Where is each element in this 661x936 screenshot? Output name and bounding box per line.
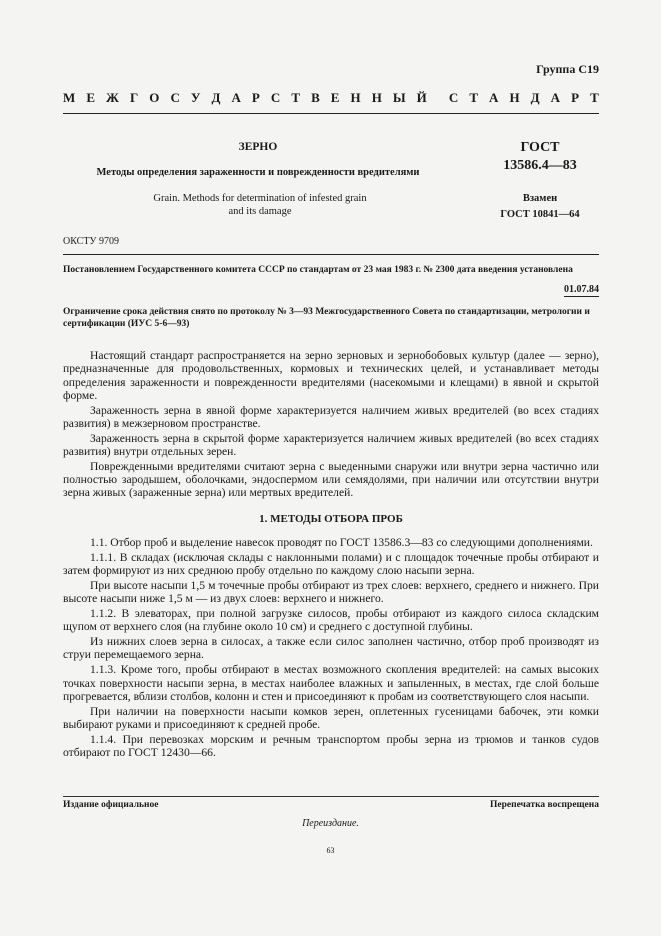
intro-paragraph: Поврежденными вредителями считают зерна с выеденными снаружи или внутри зерна частично или полностью зародышем, оболочками, эндоспермом или семядолями, при наличии или отсутствии внутри зерна живых (зараженные зерна) или мертвых вредителей. [63, 459, 599, 500]
heading-letter: С [448, 90, 459, 105]
heading-letter: Р [251, 90, 260, 105]
heading-letter: С [270, 90, 281, 105]
limit-note: Ограничение срока действия снято по протоколу № 3—93 Межгосударственного Совета по стандартизации, метрологии и сертификации (ИУС 5-6—93) [63, 307, 590, 329]
gost-code: 13586.4—83 [503, 158, 577, 173]
okstu-rule [63, 254, 599, 255]
effective-date: 01.07.84 [564, 284, 599, 295]
heading-letter: С [170, 90, 180, 105]
section-heading: 1. МЕТОДЫ ОТБОРА ПРОБ [259, 512, 403, 525]
group-code: Группа С19 [536, 62, 599, 76]
english-title-line-1: Grain. Methods for determination of infested grain [153, 193, 367, 204]
heading-letter: М [63, 90, 76, 105]
heading-letter: Д [211, 90, 221, 105]
okstu-code: ОКСТУ 9709 [63, 236, 120, 247]
section-paragraph: 1.1.4. При перевозках морским и речным транспортом пробы зерна из трюмов и танков судов отбирают по ГОСТ 12430—66. [63, 732, 599, 760]
intro-paragraph: Настоящий стандарт распространяется на зерно зерновых и зернобобовых культур (далее — зерно), предназначенные для продовольственных, кормовых и технических целей, и устанавливает методы определения зараженности и поврежденности вредителями (насекомыми и клещами) в явной и скрытой форме. [63, 349, 599, 402]
official-edition: Издание официальное [63, 800, 159, 810]
section-paragraph: 1.1.3. Кроме того, пробы отбирают в местах возможного скопления вредителей: на самых высоких точках поверхности насыпи зерна, в местах наиболее влажных и запыленных, в местах, где слой больше прогревается, вблизи столбов, колонн и стен и присоединяют к пробам из соответствующего слоя насыпи. [63, 663, 599, 703]
heading-letter: А [550, 90, 561, 105]
heading-letter: Т [291, 90, 301, 105]
document-subtitle: Методы определения зараженности и поврежденности вредителями [96, 167, 420, 178]
heading-letter: У [190, 90, 201, 105]
replaced-code: ГОСТ 10841—64 [500, 209, 580, 220]
heading-letter: Н [509, 90, 520, 105]
main-text [63, 349, 599, 761]
heading-letter: Н [350, 90, 361, 105]
heading-letter: Д [530, 90, 540, 105]
heading-letter: Й [416, 90, 427, 105]
reissue-note: Переиздание. [302, 818, 359, 829]
heading-letter: Т [590, 90, 599, 105]
document-title: ЗЕРНО [238, 141, 278, 153]
section-paragraph: 1.1.1. В складах (исключая склады с наклонными полами) и с площадок точечные пробы отбирают и затем формируют из них среднюю пробу отдельно по каждому слою насыпи зерна. [63, 550, 599, 578]
heading-letter: Ы [392, 90, 406, 105]
reprint-prohibited: Перепечатка воспрещена [489, 800, 599, 810]
heading-letter: Е [330, 90, 340, 105]
header-rule [63, 113, 599, 114]
heading-letter: Ж [106, 90, 119, 105]
section-paragraph: 1.1.2. В элеваторах, при полной загрузке силосов, пробы отбирают из каждого силоса складским щупом от верхнего слоя (на глубине около 10 см) и среднего с доступной глубины. [63, 607, 599, 634]
heading-letter: Е [86, 90, 95, 105]
section-paragraph: При наличии на поверхности насыпи комков зерен, оплетенных гусеницами бабочек, эти комки выбирают руками и присоединяют к средней пробе. [63, 704, 599, 731]
heading-letter: Т [469, 90, 478, 105]
english-title-line-2: and its damage [228, 206, 292, 217]
heading-letter: Р [571, 90, 580, 105]
heading-letter: Г [129, 90, 139, 105]
interstate-standard-heading [63, 90, 599, 106]
section-paragraph: Из нижних слоев зерна в силосах, а также если силос заполнен частично, отбор проб производят из струи перемещаемого зерна. [63, 635, 599, 662]
gost-number [470, 139, 610, 175]
replaced-label: Взамен [522, 193, 558, 204]
intro-paragraph: Зараженность зерна в скрытой форме характеризуется наличием живых вредителей (во всех стадиях развития) внутри отдельных зерен. [63, 431, 599, 459]
section-paragraph: 1.1. Отбор проб и выделение навесок проводят по ГОСТ 13586.3—83 со следующими дополнениями. [90, 536, 593, 550]
intro-paragraph: Зараженность зерна в явной форме характеризуется наличием живых вредителей (во всех стадиях развития) в межзерновом пространстве. [63, 403, 599, 430]
replaced-standard [470, 191, 610, 223]
heading-letter: А [231, 90, 241, 105]
english-title [130, 192, 390, 218]
heading-letter: Н [371, 90, 382, 105]
decree-text: Постановлением Государственного комитета СССР по стандартам от 23 мая 1983 г. № 2300 дата введения установлена [63, 265, 573, 275]
gost-label: ГОСТ [520, 140, 560, 155]
heading-letter: А [489, 90, 499, 105]
heading-letter: В [311, 90, 320, 105]
page-number: 63 [326, 846, 335, 855]
heading-letter: О [149, 90, 160, 105]
section-paragraph: При высоте насыпи 1,5 м точечные пробы отбирают из трех слоев: верхнего, среднего и нижнего. При высоте насыпи ниже 1,5 м — из двух слоев: верхнего и нижнего. [63, 578, 599, 606]
footer-rule [63, 796, 599, 797]
